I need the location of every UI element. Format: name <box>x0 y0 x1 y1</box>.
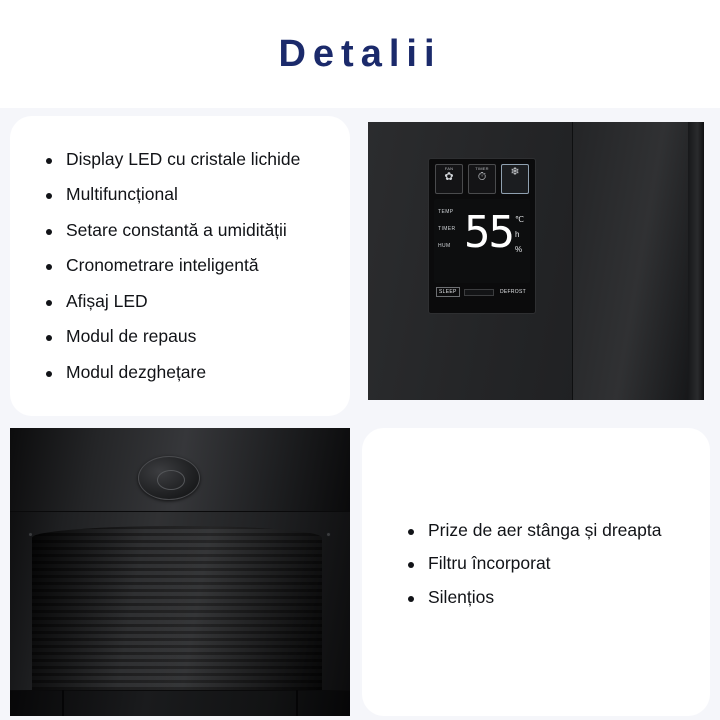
list-item: Silențios <box>406 589 696 607</box>
sleep-indicator: SLEEP <box>436 287 460 297</box>
list-item: Display LED cu cristale lichide <box>44 151 336 169</box>
appliance-top <box>10 428 350 512</box>
panel-bottom-row <box>434 287 530 297</box>
appliance-side <box>572 122 692 400</box>
feature-list-bottom <box>406 519 696 623</box>
content-area <box>0 108 720 720</box>
control-panel-photo <box>362 116 710 416</box>
list-item: Modul de repaus <box>44 328 336 346</box>
panel-slot <box>464 289 494 296</box>
lcd-screen <box>434 199 530 283</box>
list-item: Filtru încorporat <box>406 555 696 573</box>
defrost-indicator: DEFROST <box>500 289 526 295</box>
lcd-value: 55 <box>464 207 513 258</box>
lcd-unit-hour: h <box>515 230 520 239</box>
page-header <box>0 0 720 108</box>
grille-shading <box>32 526 322 716</box>
list-item: Afișaj LED <box>44 293 336 311</box>
timer-icon: ⏱ <box>477 171 487 183</box>
timer-button[interactable] <box>468 164 496 194</box>
appliance-photo <box>10 428 350 716</box>
feature-list-top <box>44 148 336 382</box>
photo-canvas <box>362 116 710 416</box>
defrost-button[interactable] <box>501 164 529 194</box>
fan-button[interactable] <box>435 164 463 194</box>
fan-button-label: FAN <box>444 166 454 171</box>
lcd-label-timer: TIMER <box>438 226 456 232</box>
features-card-bottom-right <box>362 428 710 716</box>
snowflake-icon: ❄ <box>510 166 520 178</box>
screw <box>326 532 331 537</box>
fan-icon: ✿ <box>444 171 454 183</box>
top-handle <box>138 456 200 500</box>
lcd-unit-percent: % <box>515 245 523 254</box>
lcd-mode-labels <box>438 209 456 249</box>
page-title: Detalii <box>278 32 442 75</box>
screw <box>28 532 33 537</box>
features-card-top-left <box>10 116 350 416</box>
timer-button-label: TIMER <box>475 166 489 171</box>
lcd-unit-celsius: ℃ <box>515 215 524 224</box>
lcd-label-hum: HUM <box>438 243 451 249</box>
appliance-base <box>10 690 350 716</box>
list-item: Cronometrare inteligentă <box>44 257 336 275</box>
list-item: Setare constantă a umidității <box>44 222 336 240</box>
list-item: Modul dezghețare <box>44 364 336 382</box>
panel-button-row <box>434 164 530 194</box>
list-item: Multifuncțional <box>44 186 336 204</box>
appliance-edge <box>688 122 704 400</box>
appliance-body <box>10 428 350 716</box>
list-item: Prize de aer stânga și dreapta <box>406 522 696 540</box>
lcd-unit-labels <box>515 215 524 254</box>
content-grid <box>10 116 710 712</box>
lcd-control-panel <box>428 158 536 314</box>
lcd-label-temp: TEMP <box>438 209 454 215</box>
